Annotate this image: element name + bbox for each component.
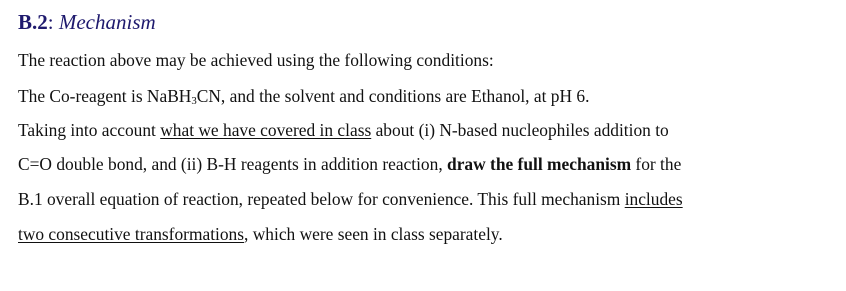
paragraph-conditions-intro: The reaction above may be achieved using the following conditions:: [18, 50, 494, 70]
co-reagent-text-end: CN, and the solvent and conditions are Ethanol, at pH 6.: [196, 86, 590, 106]
instruction-text: B.1 overall equation of reaction, repeated below for convenience. This full mechanism: [18, 189, 625, 209]
section-title: Mechanism: [58, 10, 156, 34]
instruction-text: Taking into account: [18, 120, 161, 140]
instruction-line-1: [18, 119, 669, 141]
instruction-text: , which were seen in class separately.: [244, 224, 503, 244]
section-heading: [18, 8, 156, 36]
underlined-text: two consecutive transformations: [18, 224, 245, 244]
section-separator: :: [47, 10, 59, 34]
instruction-text: about (i) N-based nucleophiles addition to: [371, 120, 669, 140]
instruction-line-4: [18, 223, 503, 245]
paragraph-co-reagent: [18, 85, 589, 107]
instruction-line-3: [18, 188, 683, 210]
section-number: B.2: [18, 10, 48, 34]
instruction-line-2: [18, 153, 681, 175]
underlined-text: includes: [624, 189, 683, 209]
instruction-text: for the: [631, 154, 682, 174]
class-reference-link[interactable]: what we have covered in class: [160, 120, 372, 140]
formula-subscript: 3: [191, 95, 197, 108]
co-reagent-text-start: The Co-reagent is NaBH: [18, 86, 192, 106]
emphasis-text: draw the full mechanism: [447, 154, 632, 174]
instruction-text: C=O double bond, and (ii) B-H reagents in addition reaction,: [18, 154, 448, 174]
